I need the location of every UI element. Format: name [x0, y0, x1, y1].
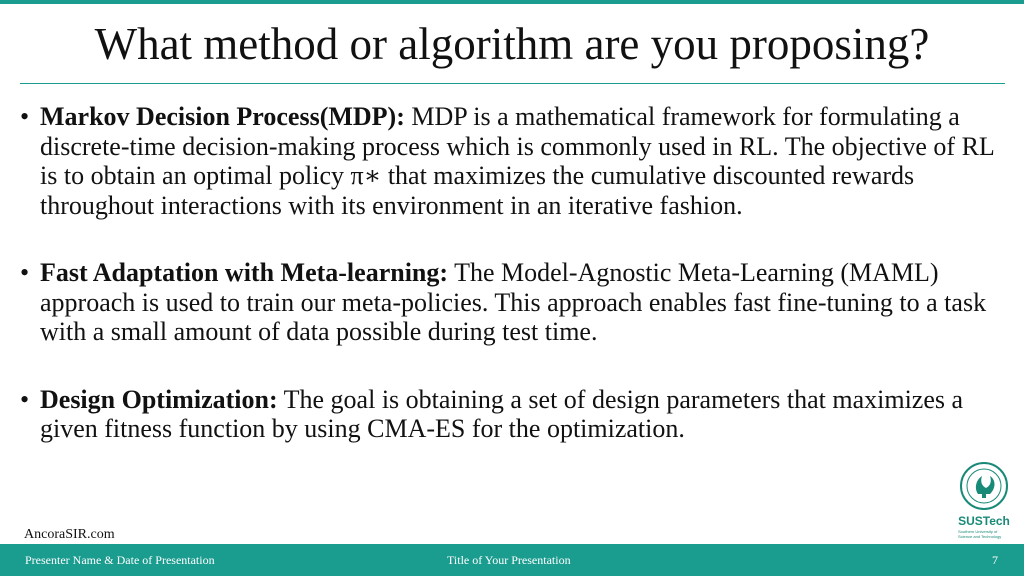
footer-page-number: 7: [992, 553, 998, 567]
footer-presentation-title: Title of Your Presentation: [447, 553, 571, 567]
logo-name: SUSTech: [958, 514, 1010, 528]
bullet-marker: •: [20, 258, 30, 287]
bullet-text: MDP is a mathematical framework for formulating a discrete-time decision-making process which is commonly used in RL. The objective of RL is to obtain an optimal policy π∗ that maximizes the cumulative discounted rewards throughout interactions with its environment in an iterative fashion.: [40, 102, 994, 220]
bullet-marker: •: [20, 384, 30, 414]
bullet-item: [18, 385, 1008, 444]
bullet-term: Markov Decision Process(MDP):: [40, 102, 405, 131]
sustech-logo: [952, 460, 1016, 540]
bullet-marker: •: [20, 102, 30, 131]
title-divider: [20, 83, 1005, 84]
slide-title: What method or algorithm are you proposing?: [94, 19, 930, 69]
bullet-list: [18, 102, 1008, 444]
footer-bar: [0, 544, 1024, 576]
bullet-item: [18, 102, 1008, 220]
bullet-text: The Model-Agnostic Meta-Learning (MAML) approach is used to train our meta-policies. This approach enables fast fine-tuning to a task with a small amount of data possible during test time.: [40, 258, 987, 346]
site-label: AncoraSIR.com: [24, 527, 115, 542]
sustech-logo-icon: [952, 460, 1016, 514]
bullet-text: The goal is obtaining a set of design parameters that maximizes a given fitness function by using CMA-ES for the optimization.: [40, 384, 964, 443]
bullet-item: [18, 258, 1008, 347]
bullet-term: Design Optimization:: [40, 384, 278, 414]
bullet-term: Fast Adaptation with Meta-learning:: [40, 258, 449, 287]
logo-subtitle: Southern University of Science and Technology: [958, 529, 1002, 539]
footer-presenter: Presenter Name & Date of Presentation: [25, 553, 215, 567]
top-accent-bar: [0, 0, 1024, 4]
